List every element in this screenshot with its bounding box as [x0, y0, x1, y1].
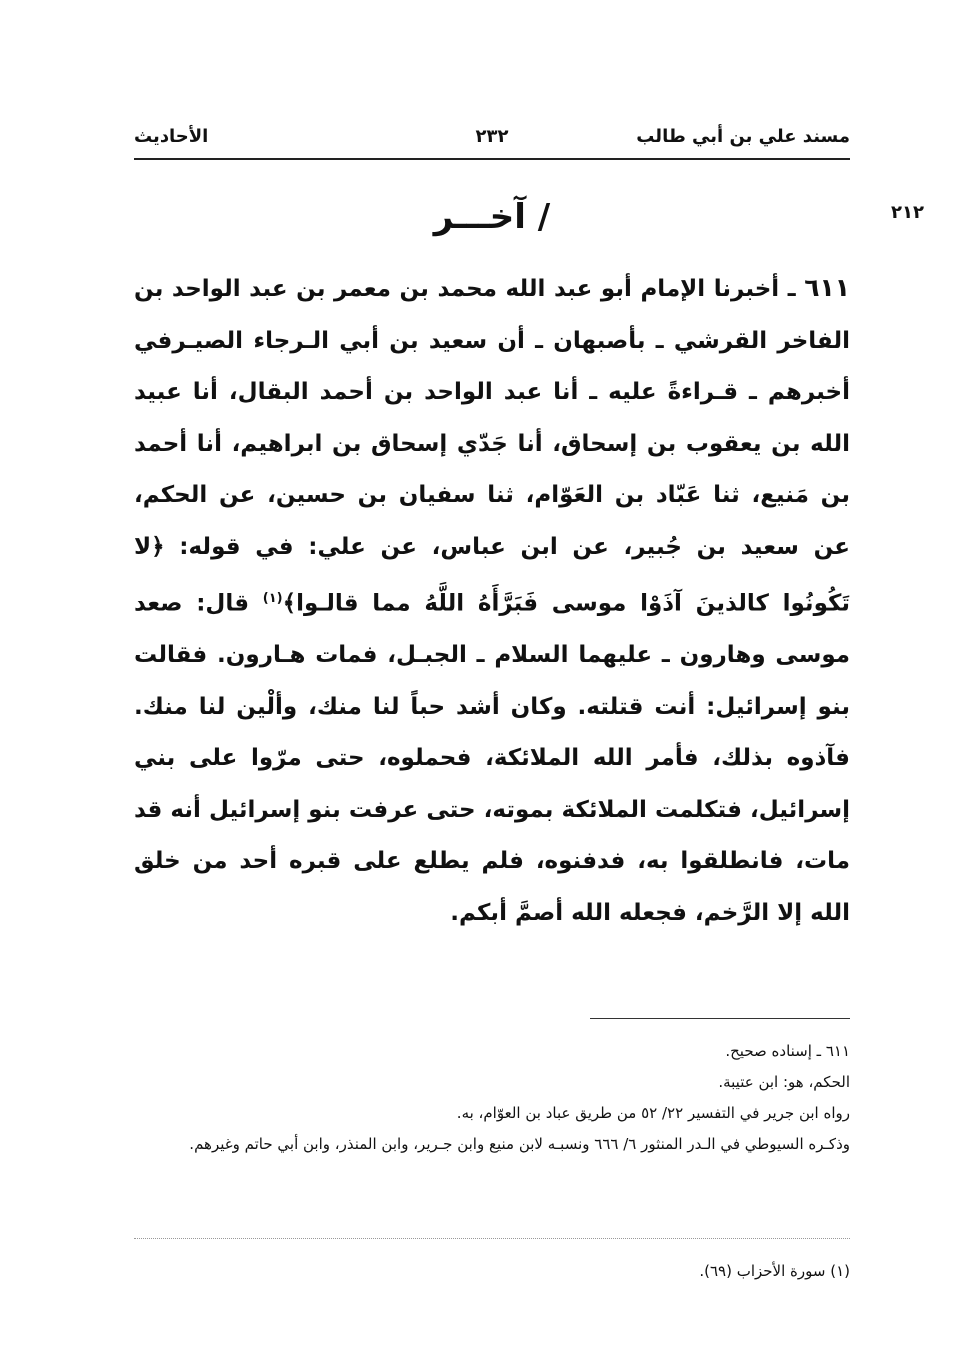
hadith-text	[134, 262, 850, 939]
quran-reference-footnote: (١) سورة الأحزاب (٦٩).	[699, 1262, 850, 1280]
note-line: ٦١١ ـ إسناده صحيح.	[725, 1042, 850, 1060]
section-name: الأحاديث	[134, 126, 209, 147]
note-line: رواه ابن جرير في التفسير ٢٢/ ٥٢ من طريق عباد بن العوّام، به.	[456, 1104, 850, 1122]
commentary-notes	[134, 1036, 850, 1160]
hadith-body: قال: صعد موسى وهارون ـ عليهما السلام ـ الجبـل، فمات هـارون. فقالت بنو إسرائيل: أنت قتلته. وكان أشد حباً لنا منك، وألْين لنا منك. فآذوه بذلك، فأمر الله الملائكة، فحملوه، حتى مرّوا على بني إسرائيل، فتكلمت الملائكة بموته، حتى عرفت بنو إسرائيل أنه قد مات، فانطلقوا به، فدفنوه، فلم يطلع على قبره أحد من خلق الله إلا الرَّخم، فجعله الله أصمَّ أبكم.	[134, 590, 850, 926]
note-line: الحكم، هو: ابن عتيبة.	[718, 1073, 850, 1091]
header-rule	[134, 158, 850, 160]
page-header	[134, 122, 850, 158]
footnote-marker: (١)	[262, 591, 283, 606]
book-title: مسند علي بن أبي طالب	[636, 126, 850, 147]
footnote-divider	[134, 1238, 850, 1239]
notes-divider	[590, 1018, 850, 1019]
section-title: / آخـــر	[433, 197, 551, 237]
margin-number: ٢١٢	[891, 202, 924, 223]
hadith-number: ٦١١	[804, 273, 850, 302]
hadith-chain-and-quote: ـ أخبرنا الإمام أبو عبد الله محمد بن معمر بن عبد الواحد بن الفاخر القرشي ـ بأصبهان ـ أن سعيد بن أبي الـرجاء الصيـرفي أخبرهم ـ قـراءةً عليه ـ أنا عبد الواحد بن أحمد البقال، أنا عبيد الله بن يعقوب بن إسحاق، أنا جَدّي إسحاق بن ابراهيم، أنا أحمد بن مَنيع، ثنا عَبّاد بن العَوّام، ثنا سفيان بن حسين، عن الحكم، عن سعيد بن جُبير، عن ابن عباس، عن علي: في قوله: ﴿لا تَكُونُوا كالذينَ آذَوْا موسى فَبَرَّأَهُ اللَّهُ مما قالـوا﴾	[134, 276, 850, 617]
note-line: وذكـره السيوطي في الـدر المنثور ٦/ ٦٦٦ ونسبـه لابن منيع وابن جـرير، وابن المنذر، وابن أبي حاتم وغيرهم.	[189, 1135, 850, 1153]
page-number: ٢٣٢	[475, 126, 509, 147]
